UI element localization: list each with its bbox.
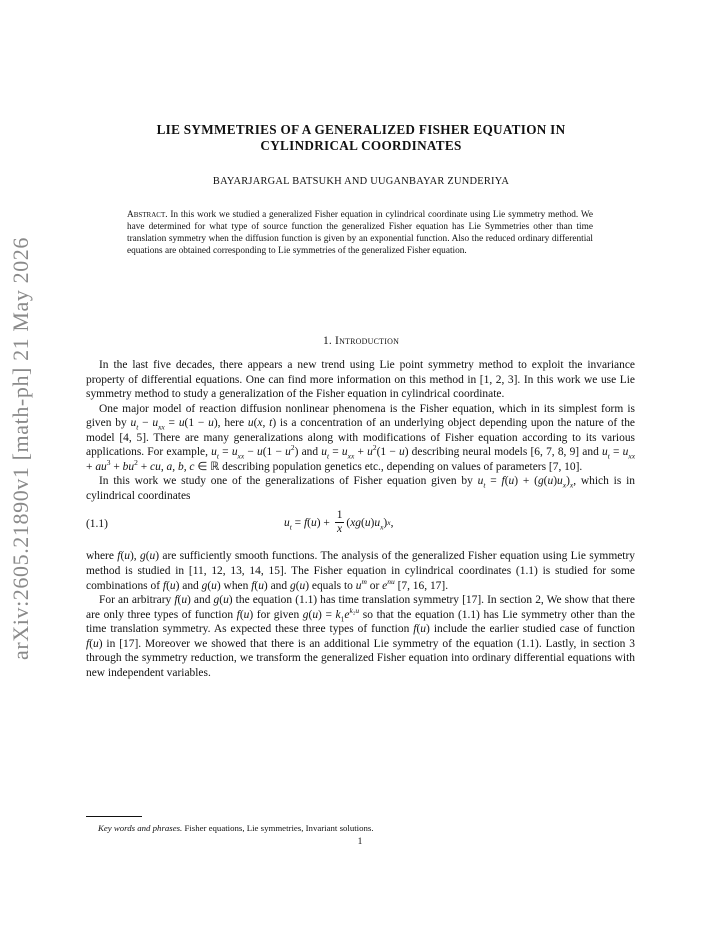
abstract — [127, 209, 593, 257]
footnote-text: Fisher equations, Lie symmetries, Invariant solutions. — [184, 823, 374, 833]
authors: BAYARJARGAL BATSUKH AND UUGANBAYAR ZUNDERIYA — [212, 176, 510, 187]
body-text — [86, 358, 635, 680]
equation-number: (1.1) — [86, 518, 108, 531]
section-number: 1. — [322, 335, 332, 347]
page-number: 1 — [357, 837, 363, 847]
footnote — [98, 823, 628, 833]
section-title: Introduction — [335, 335, 400, 347]
paragraph: In this work we study one of the generalizations of Fisher equation given by $u_t = f(u) + (g(u)u_x)_x$, which is in cylindrical coordinates — [86, 475, 636, 502]
paper-title — [88, 122, 634, 154]
equation-1-1 — [86, 503, 635, 549]
footnote-divider — [86, 816, 142, 817]
equation-body: $u_t$ = f ( u ) + $\frac{1}{x}$ ( xg ( u ) $u_x$ ) x , — [284, 509, 394, 536]
paragraph: For an arbitrary f(u) and g(u) the equation (1.1) has time translation symmetry [17]. In section 2, We show that there are only three types of function f(u) for given $g(u) = k_1e^{k_2u}$ so that the equation (1.1) has Lie symmetry other than the time translation symmetry. As expected these three types of function f(u) include the earlier studied case of function f(u) in [17]. Moreover we showed that there is an additional Lie symmetry of the equation (1.1). Lastly, in section 3 through the symmetry reduction, we transform the generalized Fisher equation into ordinary differential equations with new independent variables. — [86, 594, 636, 679]
paragraph: One major model of reaction diffusion nonlinear phenomena is the Fisher equation, which in its simplest form is given by $u_t - u_{xx} = u(1 - u)$, here u(x, t) is a concentration of an underlying object depending upon the nature of the model [4, 5]. There are many generalizations along with modifications of Fisher equation according to its various applications. For example, $u_t = u_{xx} - u(1 - u^2)$ and $u_t = u_{xx} + u^2(1 - u)$ describing neural models [6, 7, 8, 9] and $u_t = u_{xx} + au^3 + bu^2$ + cu, a, b, c ∈ ℝ describing population genetics etc., depending on values of parameters [7, 10]. — [86, 402, 636, 473]
paragraph: where f(u), g(u) are sufficiently smooth functions. The analysis of the generalized Fisher equation using Lie symmetry method is studied in [11, 12, 13, 14, 15]. The Fisher equation in cylindrical coordinates (1.1) is studied for some combinations of f(u) and g(u) when f(u) and g(u) equals to $u^m$ or $e^{nu}$ [7, 16, 17]. — [86, 550, 635, 592]
abstract-text: In this work we studied a generalized Fisher equation in cylindrical coordinate using Lie symmetry method. We have determined for what type of source function the generalized Fisher equation has Lie Symmetries other than time translation symmetry when the diffusion function is given by an exponential function. Also the reduced ordinary differential equations are obtained corresponding to Lie symmetries of the generalized Fisher equation. — [127, 210, 593, 256]
footnote-label: Key words and phrases. — [98, 823, 183, 833]
paragraph: In the last five decades, there appears a new trend using Lie point symmetry method to exploit the invariance property of differential equations. One can find more information on this method in [1, 2, 3]. In this work we use Lie symmetry method to study a generalization of the Fisher equation in cylindrical coordinate. — [86, 359, 635, 401]
section-heading — [88, 335, 634, 347]
abstract-label: Abstract. — [127, 210, 168, 220]
title-line-2: CYLINDRICAL COORDINATES — [260, 138, 462, 153]
title-line-1: LIE SYMMETRIES OF A GENERALIZED FISHER EQUATION IN — [156, 122, 566, 137]
arxiv-identifier: arXiv:2605.21890v1 [math-ph] 21 May 2026 — [8, 237, 33, 660]
